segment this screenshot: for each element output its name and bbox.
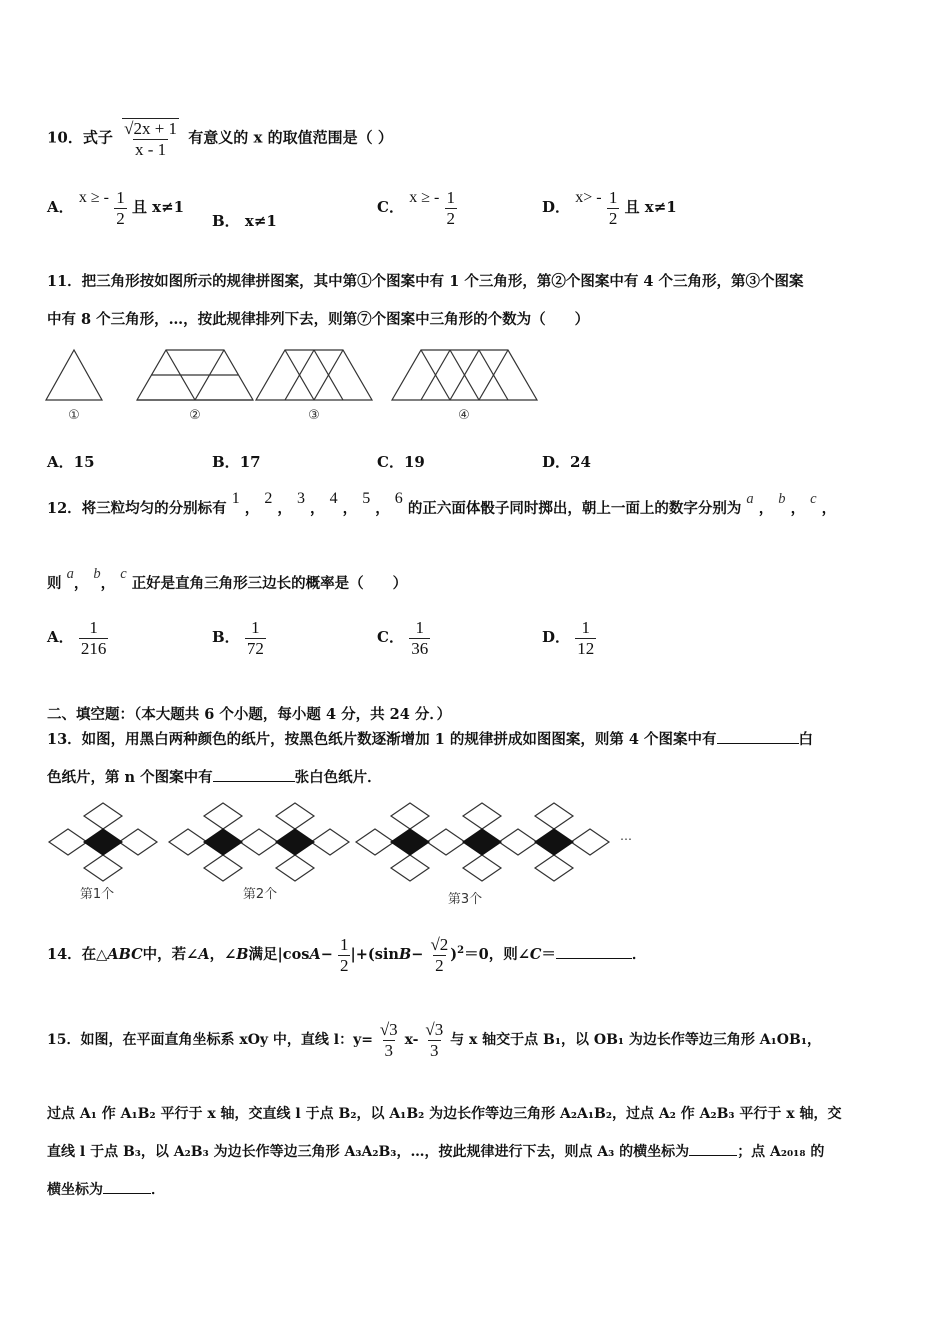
q15-line4 <box>47 1179 165 1199</box>
q14-text: − <box>320 946 333 964</box>
diamond-label-2: 第2个 <box>242 887 278 902</box>
diamond-pattern-3 <box>356 803 609 881</box>
angle-a: A <box>309 946 321 964</box>
fraction-denominator: 2 <box>608 208 618 228</box>
angle-b: B <box>398 946 412 964</box>
q12-line1: 12．将三粒均匀的分别标有 1 ， 2 ， 3 ， 4 ， 5 ， 6 的正六面体骰子同时掷出，朝上一面上的数字分别为 a ， b ， c ， <box>47 490 837 517</box>
fraction-numerator: √3 <box>379 1020 398 1039</box>
fraction-numerator: 1 <box>608 188 618 207</box>
var-b: b <box>93 566 101 582</box>
q14-fraction-2 <box>428 935 450 975</box>
q10-expression <box>122 118 179 159</box>
q14-text: |+(sin <box>350 946 399 964</box>
diamond-label-1: 第1个 <box>79 887 115 902</box>
q12-option-b[interactable] <box>212 618 266 658</box>
fraction-denominator: 72 <box>246 638 264 658</box>
fraction-denominator: 2 <box>435 955 444 975</box>
fraction-numerator: 1 <box>581 618 590 637</box>
q11-option-a[interactable] <box>47 451 95 472</box>
die-number-3: 3 <box>296 490 305 507</box>
q11-option-d[interactable] <box>542 451 591 472</box>
option-prefix: x> - <box>575 189 602 207</box>
fraction-denominator: 36 <box>411 638 429 658</box>
answer-blank-3[interactable] <box>556 958 632 959</box>
fraction-numerator: 1 <box>251 618 260 637</box>
option-text: x≠1 <box>244 212 277 230</box>
diamond-pattern-2 <box>169 803 349 881</box>
option-fraction <box>79 618 109 658</box>
fig-label-1: ① <box>68 408 80 423</box>
option-prefix: x ≥ - <box>78 189 109 207</box>
var-a: a <box>66 566 74 582</box>
option-label: A． <box>47 628 74 647</box>
option-label: A． <box>47 198 74 217</box>
ellipsis: … <box>620 829 632 843</box>
angle-a: A <box>198 946 210 964</box>
q10-stem <box>47 118 393 159</box>
q12-line2: 则 a， b， c 正好是直角三角形三边长的概率是（ ） <box>47 566 408 592</box>
die-number-4: 4 <box>329 490 338 507</box>
fig-label-4: ④ <box>458 408 470 423</box>
q14-fraction-1 <box>338 935 351 975</box>
fraction-numerator: √3 <box>425 1020 444 1039</box>
option-fraction <box>409 618 430 658</box>
q10-expr-denominator: x - 1 <box>134 139 167 159</box>
q13-text: 色纸片，第 n 个图案中有 <box>47 769 213 786</box>
option-text: 24 <box>570 453 591 471</box>
q15-text: 15．如图，在平面直角坐标系 xOy 中，直线 l：y= <box>47 1032 373 1049</box>
exponent: 2 <box>457 945 465 957</box>
q10-option-b[interactable] <box>212 210 277 231</box>
var-c: c <box>120 566 127 582</box>
q13-line1 <box>47 728 813 749</box>
die-number-2: 2 <box>264 490 273 507</box>
option-label: C． <box>377 453 404 471</box>
option-suffix: 且 x≠1 <box>131 198 185 217</box>
fraction-numerator: √2 <box>430 935 449 954</box>
option-label: C． <box>377 628 404 647</box>
q13-text: 13．如图，用黑白两种颜色的纸片，按黑色纸片数逐渐增加 1 的规律拼成如图图案，则第 4 个图案中有 <box>47 731 717 748</box>
q12-then: 则 <box>47 575 62 592</box>
q11-triangle-figure <box>40 345 540 430</box>
q10-number: 10．式子 <box>47 128 113 147</box>
q14-text: ＝ <box>541 946 556 964</box>
option-label: D． <box>542 198 571 217</box>
fraction-numerator: 1 <box>89 618 98 637</box>
option-fraction <box>245 618 266 658</box>
q14-text: ) <box>450 946 458 964</box>
angle-b: B <box>236 946 249 964</box>
fraction-numerator: 1 <box>415 618 424 637</box>
die-number-1: 1 <box>231 490 240 507</box>
fraction-denominator: 3 <box>430 1040 439 1060</box>
option-fraction <box>445 188 458 228</box>
q10-option-c[interactable] <box>377 188 457 228</box>
fraction-denominator: 12 <box>577 638 595 658</box>
q15-text: ；点 A₂₀₁₈ 的 <box>737 1144 825 1160</box>
q14-text: − <box>411 946 424 964</box>
option-text: 19 <box>403 453 425 471</box>
fig-label-2: ② <box>189 408 201 423</box>
q10-option-d[interactable] <box>542 188 677 228</box>
option-fraction <box>114 188 127 228</box>
var-c: c <box>810 491 817 507</box>
q15-fraction-1 <box>378 1020 400 1060</box>
q12-option-c[interactable] <box>377 618 430 658</box>
q14-text: 中，若∠ <box>142 946 199 964</box>
q14-text: 14．在△ <box>47 946 108 964</box>
q15-text: ． <box>151 1182 165 1198</box>
var-a: a <box>746 491 754 507</box>
q11-line2: 中有 8 个三角形，…，按此规律排列下去，则第⑦个图案中三角形的个数为（ ） <box>47 311 590 328</box>
option-label: C． <box>377 198 404 217</box>
section-heading: 二、填空题：（本大题共 6 个小题，每小题 4 分，共 24 分．） <box>47 706 452 723</box>
triangle-pattern-1 <box>46 350 102 400</box>
q15-text: 与 x 轴交于点 B₁，以 OB₁ 为边长作等边三角形 A₁OB₁， <box>450 1032 821 1049</box>
q13-diamond-figure <box>45 800 645 912</box>
option-text: 17 <box>239 453 261 471</box>
q12-mid: 的正六面体骰子同时掷出，朝上一面上的数字分别为 <box>407 500 742 517</box>
q13-line2 <box>47 766 382 787</box>
q15-line2: 过点 A₁ 作 A₁B₂ 平行于 x 轴，交直线 l 于点 B₂，以 A₁B₂ 为边长作等边三角形 A₂A₁B₂，过点 A₂ 作 A₂B₃ 平行于 x 轴，交 <box>47 1106 842 1122</box>
option-label: D． <box>542 453 571 471</box>
q11-line1: 11．把三角形按如图所示的规律拼图案，其中第①个图案中有 1 个三角形，第②个图案中有 4 个三角形，第③个图案 <box>47 273 804 290</box>
die-number-6: 6 <box>394 490 403 507</box>
fraction-denominator: 2 <box>446 208 456 228</box>
q15-text: 横坐标为 <box>47 1182 103 1198</box>
q14-stem <box>47 935 646 975</box>
q10-option-a[interactable] <box>47 188 184 228</box>
fraction-denominator: 2 <box>116 208 125 228</box>
option-label: B． <box>212 212 240 230</box>
option-label: A． <box>47 453 74 471</box>
option-label: D． <box>542 628 571 647</box>
q10-expr-numerator: √2x + 1 <box>124 119 178 138</box>
option-fraction <box>575 618 596 658</box>
fraction-denominator: 216 <box>80 638 107 658</box>
fraction-denominator: 3 <box>384 1040 394 1060</box>
q15-text: x- <box>404 1032 419 1049</box>
option-label: B． <box>212 628 240 647</box>
answer-blank-4[interactable] <box>689 1155 737 1156</box>
q12-end: 正好是直角三角形三边长的概率是（ ） <box>131 575 408 592</box>
q10-tail: 有意义的 x 的取值范围是（ ） <box>188 128 393 147</box>
diamond-pattern-1 <box>49 803 157 881</box>
answer-blank-5[interactable] <box>103 1193 151 1194</box>
q12-start: 12．将三粒均匀的分别标有 <box>47 500 227 517</box>
q14-text: ，∠ <box>209 946 237 964</box>
q13-text-end: 张白色纸片． <box>294 769 382 786</box>
option-text: 15 <box>73 453 95 471</box>
q14-text: ． <box>631 946 647 964</box>
q11-option-b[interactable] <box>212 451 261 472</box>
option-label: B． <box>212 453 240 471</box>
angle-c: C <box>529 946 542 964</box>
fraction-numerator: 1 <box>116 188 125 207</box>
option-prefix: x ≥ - <box>409 189 440 207</box>
option-suffix: 且 x≠1 <box>624 198 677 217</box>
answer-blank-1[interactable] <box>717 743 799 744</box>
fig-label-3: ③ <box>308 408 320 423</box>
q14-text: ＝0，则∠ <box>464 946 530 964</box>
diamond-label-3: 第3个 <box>447 892 483 907</box>
q15-line1 <box>47 1020 821 1060</box>
option-fraction <box>607 188 620 228</box>
q14-text: 满足|cos <box>248 946 310 964</box>
fraction-denominator: 2 <box>339 955 349 975</box>
q12-option-a[interactable] <box>47 618 108 658</box>
q11-option-c[interactable] <box>377 451 425 472</box>
fraction-numerator: 1 <box>446 188 456 207</box>
answer-blank-2[interactable] <box>213 781 295 782</box>
fraction-numerator: 1 <box>339 935 349 954</box>
var-b: b <box>778 491 786 507</box>
q15-fraction-2 <box>423 1020 445 1060</box>
q15-line3 <box>47 1141 824 1161</box>
die-number-5: 5 <box>362 490 371 507</box>
q12-option-d[interactable] <box>542 618 596 658</box>
q13-text-end: 白 <box>798 731 814 748</box>
q15-text: 直线 l 于点 B₃，以 A₂B₃ 为边长作等边三角形 A₃A₂B₃，…，按此规律进行下去，则点 A₃ 的横坐标为 <box>47 1144 690 1160</box>
triangle-abc: ABC <box>107 946 143 964</box>
